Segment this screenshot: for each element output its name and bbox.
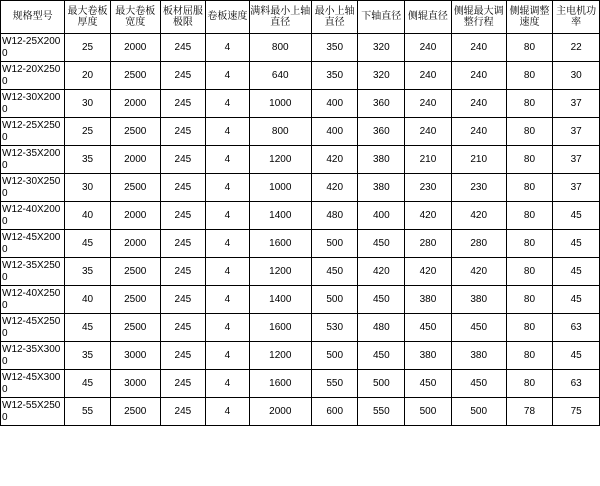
column-header: 最大卷板厚度: [65, 1, 111, 34]
data-cell: 2500: [110, 62, 160, 90]
data-cell: 245: [160, 202, 206, 230]
data-cell: 80: [506, 258, 553, 286]
data-cell: 530: [311, 314, 358, 342]
data-cell: 245: [160, 34, 206, 62]
data-cell: 380: [358, 146, 405, 174]
data-cell: 380: [451, 342, 506, 370]
data-cell: 80: [506, 286, 553, 314]
data-cell: 500: [311, 286, 358, 314]
data-cell: 380: [405, 286, 452, 314]
data-cell: 22: [553, 34, 600, 62]
data-cell: 245: [160, 258, 206, 286]
model-cell: W12-45X2000: [1, 230, 65, 258]
data-cell: 240: [405, 118, 452, 146]
data-cell: 4: [206, 118, 250, 146]
data-cell: 380: [451, 286, 506, 314]
data-cell: 380: [405, 342, 452, 370]
data-cell: 45: [553, 342, 600, 370]
data-cell: 420: [451, 202, 506, 230]
data-cell: 4: [206, 398, 250, 426]
column-header: 侧辊直径: [405, 1, 452, 34]
data-cell: 80: [506, 314, 553, 342]
data-cell: 4: [206, 286, 250, 314]
data-cell: 4: [206, 370, 250, 398]
data-cell: 245: [160, 146, 206, 174]
data-cell: 2500: [110, 174, 160, 202]
data-cell: 480: [311, 202, 358, 230]
data-cell: 1000: [249, 174, 311, 202]
data-cell: 245: [160, 286, 206, 314]
data-cell: 245: [160, 342, 206, 370]
data-cell: 450: [405, 314, 452, 342]
data-cell: 2000: [110, 202, 160, 230]
data-cell: 2000: [110, 230, 160, 258]
data-cell: 35: [65, 146, 111, 174]
data-cell: 35: [65, 342, 111, 370]
column-header: 满料最小上轴直径: [249, 1, 311, 34]
data-cell: 63: [553, 370, 600, 398]
data-cell: 550: [311, 370, 358, 398]
table-row: [1, 314, 600, 342]
data-cell: 280: [451, 230, 506, 258]
data-cell: 37: [553, 174, 600, 202]
table-row: [1, 90, 600, 118]
column-header: 最大卷板宽度: [110, 1, 160, 34]
model-cell: W12-35X2000: [1, 146, 65, 174]
data-cell: 420: [451, 258, 506, 286]
table-row: [1, 286, 600, 314]
table-row: [1, 34, 600, 62]
data-cell: 25: [65, 118, 111, 146]
data-cell: 450: [358, 230, 405, 258]
data-cell: 80: [506, 146, 553, 174]
model-cell: W12-40X2500: [1, 286, 65, 314]
data-cell: 45: [553, 202, 600, 230]
model-cell: W12-20X2500: [1, 62, 65, 90]
data-cell: 45: [553, 258, 600, 286]
data-cell: 245: [160, 230, 206, 258]
model-cell: W12-30X2000: [1, 90, 65, 118]
data-cell: 45: [553, 230, 600, 258]
data-cell: 1600: [249, 370, 311, 398]
data-cell: 320: [358, 34, 405, 62]
data-cell: 450: [358, 286, 405, 314]
data-cell: 35: [65, 258, 111, 286]
table-row: [1, 230, 600, 258]
table-row: [1, 342, 600, 370]
data-cell: 360: [358, 118, 405, 146]
data-cell: 80: [506, 342, 553, 370]
column-header: 下轴直径: [358, 1, 405, 34]
data-cell: 245: [160, 174, 206, 202]
data-cell: 1400: [249, 286, 311, 314]
data-cell: 240: [405, 90, 452, 118]
data-cell: 350: [311, 62, 358, 90]
data-cell: 80: [506, 62, 553, 90]
model-cell: W12-35X2500: [1, 258, 65, 286]
model-cell: W12-40X2000: [1, 202, 65, 230]
model-cell: W12-45X2500: [1, 314, 65, 342]
data-cell: 55: [65, 398, 111, 426]
column-header: 规格型号: [1, 1, 65, 34]
data-cell: 4: [206, 34, 250, 62]
data-cell: 80: [506, 118, 553, 146]
data-cell: 500: [311, 342, 358, 370]
table-header: [1, 1, 600, 34]
data-cell: 37: [553, 146, 600, 174]
data-cell: 245: [160, 370, 206, 398]
data-cell: 37: [553, 118, 600, 146]
data-cell: 37: [553, 90, 600, 118]
data-cell: 245: [160, 118, 206, 146]
data-cell: 45: [65, 314, 111, 342]
table-row: [1, 398, 600, 426]
data-cell: 25: [65, 34, 111, 62]
model-cell: W12-30X2500: [1, 174, 65, 202]
data-cell: 20: [65, 62, 111, 90]
data-cell: 1200: [249, 146, 311, 174]
data-cell: 800: [249, 118, 311, 146]
data-cell: 80: [506, 370, 553, 398]
data-cell: 2500: [110, 398, 160, 426]
data-cell: 400: [311, 90, 358, 118]
data-cell: 800: [249, 34, 311, 62]
column-header: 最小上轴直径: [311, 1, 358, 34]
data-cell: 4: [206, 174, 250, 202]
data-cell: 230: [405, 174, 452, 202]
model-cell: W12-25X2500: [1, 118, 65, 146]
table-row: [1, 370, 600, 398]
data-cell: 240: [405, 62, 452, 90]
data-cell: 230: [451, 174, 506, 202]
data-cell: 2500: [110, 118, 160, 146]
data-cell: 2000: [110, 90, 160, 118]
data-cell: 360: [358, 90, 405, 118]
data-cell: 480: [358, 314, 405, 342]
data-cell: 450: [451, 370, 506, 398]
data-cell: 4: [206, 202, 250, 230]
data-cell: 30: [65, 174, 111, 202]
data-cell: 600: [311, 398, 358, 426]
data-cell: 4: [206, 90, 250, 118]
data-cell: 245: [160, 90, 206, 118]
data-cell: 45: [65, 370, 111, 398]
data-cell: 80: [506, 230, 553, 258]
data-cell: 210: [451, 146, 506, 174]
data-cell: 1600: [249, 230, 311, 258]
data-cell: 1400: [249, 202, 311, 230]
data-cell: 4: [206, 146, 250, 174]
data-cell: 3000: [110, 342, 160, 370]
data-cell: 450: [358, 342, 405, 370]
data-cell: 640: [249, 62, 311, 90]
data-cell: 1000: [249, 90, 311, 118]
data-cell: 80: [506, 202, 553, 230]
data-cell: 78: [506, 398, 553, 426]
table-body: [1, 34, 600, 426]
data-cell: 420: [405, 202, 452, 230]
data-cell: 245: [160, 314, 206, 342]
data-cell: 45: [553, 286, 600, 314]
data-cell: 2000: [249, 398, 311, 426]
data-cell: 450: [405, 370, 452, 398]
data-cell: 45: [65, 230, 111, 258]
model-cell: W12-45X3000: [1, 370, 65, 398]
data-cell: 420: [405, 258, 452, 286]
column-header: 侧辊最大调整行程: [451, 1, 506, 34]
table-row: [1, 174, 600, 202]
data-cell: 2000: [110, 34, 160, 62]
data-cell: 40: [65, 202, 111, 230]
data-cell: 30: [553, 62, 600, 90]
data-cell: 3000: [110, 370, 160, 398]
table-row: [1, 202, 600, 230]
data-cell: 450: [311, 258, 358, 286]
data-cell: 80: [506, 90, 553, 118]
data-cell: 4: [206, 258, 250, 286]
data-cell: 2000: [110, 146, 160, 174]
data-cell: 550: [358, 398, 405, 426]
table-row: [1, 146, 600, 174]
data-cell: 30: [65, 90, 111, 118]
data-cell: 400: [358, 202, 405, 230]
data-cell: 245: [160, 62, 206, 90]
column-header: 侧辊调整速度: [506, 1, 553, 34]
data-cell: 350: [311, 34, 358, 62]
data-cell: 4: [206, 62, 250, 90]
data-cell: 80: [506, 34, 553, 62]
data-cell: 210: [405, 146, 452, 174]
data-cell: 380: [358, 174, 405, 202]
column-header: 板材屈服极限: [160, 1, 206, 34]
data-cell: 40: [65, 286, 111, 314]
table-row: [1, 258, 600, 286]
data-cell: 245: [160, 398, 206, 426]
data-cell: 240: [451, 34, 506, 62]
header-row: [1, 1, 600, 34]
data-cell: 500: [451, 398, 506, 426]
data-cell: 2500: [110, 258, 160, 286]
data-cell: 4: [206, 342, 250, 370]
table-row: [1, 62, 600, 90]
data-cell: 500: [405, 398, 452, 426]
model-cell: W12-35X3000: [1, 342, 65, 370]
data-cell: 1200: [249, 258, 311, 286]
data-cell: 280: [405, 230, 452, 258]
data-cell: 4: [206, 314, 250, 342]
data-cell: 2500: [110, 286, 160, 314]
data-cell: 1600: [249, 314, 311, 342]
data-cell: 4: [206, 230, 250, 258]
data-cell: 420: [358, 258, 405, 286]
data-cell: 75: [553, 398, 600, 426]
data-cell: 240: [451, 118, 506, 146]
data-cell: 240: [451, 90, 506, 118]
data-cell: 80: [506, 174, 553, 202]
data-cell: 400: [311, 118, 358, 146]
data-cell: 320: [358, 62, 405, 90]
data-cell: 240: [405, 34, 452, 62]
data-cell: 1200: [249, 342, 311, 370]
model-cell: W12-25X2000: [1, 34, 65, 62]
data-cell: 240: [451, 62, 506, 90]
data-cell: 500: [358, 370, 405, 398]
column-header: 卷板速度: [206, 1, 250, 34]
data-cell: 450: [451, 314, 506, 342]
table-row: [1, 118, 600, 146]
data-cell: 420: [311, 146, 358, 174]
data-cell: 420: [311, 174, 358, 202]
model-cell: W12-55X2500: [1, 398, 65, 426]
column-header: 主电机功率: [553, 1, 600, 34]
data-cell: 2500: [110, 314, 160, 342]
data-cell: 500: [311, 230, 358, 258]
data-cell: 63: [553, 314, 600, 342]
